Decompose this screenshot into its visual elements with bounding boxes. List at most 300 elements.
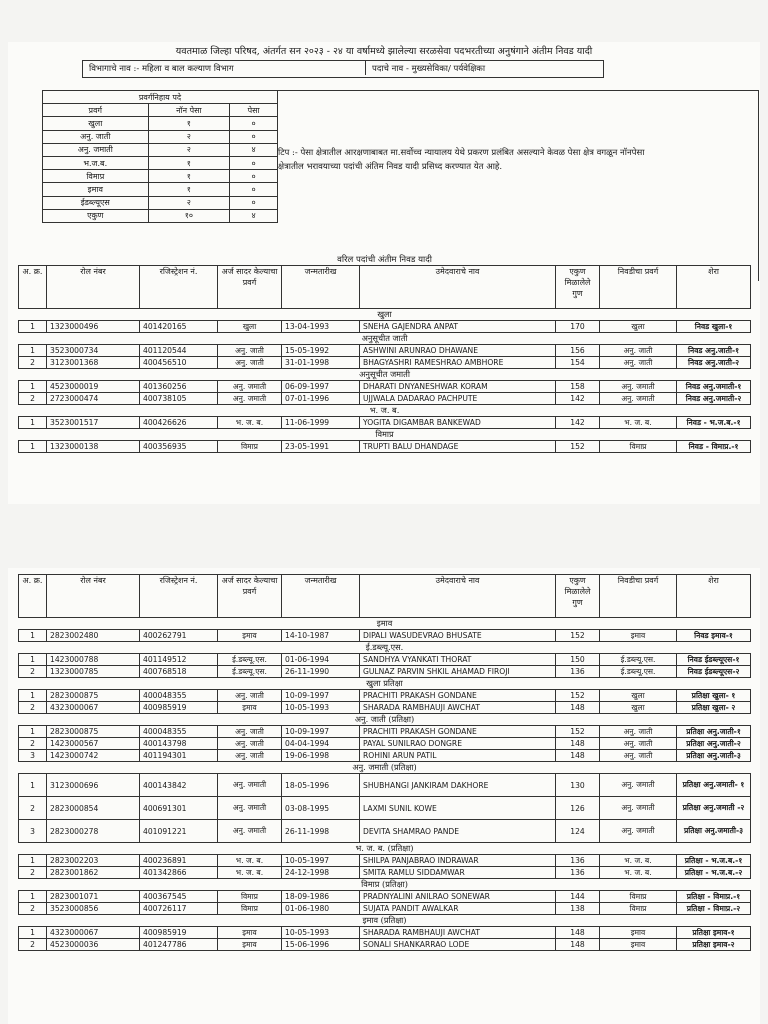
column-header: रजिस्ट्रेशन नं. bbox=[140, 266, 218, 309]
table-cell: 400143842 bbox=[140, 774, 218, 797]
table-cell: 1 bbox=[19, 441, 47, 453]
table-cell: 2 bbox=[19, 738, 47, 750]
section-header-row bbox=[19, 915, 751, 927]
table-cell: 07-01-1996 bbox=[282, 393, 360, 405]
table-row bbox=[19, 630, 751, 642]
summary-row bbox=[43, 183, 278, 196]
column-header: शेरा bbox=[677, 575, 751, 618]
table-cell: SNEHA GAJENDRA ANPAT bbox=[360, 321, 556, 333]
table-cell: इमाव bbox=[600, 630, 677, 642]
table-cell: 401247786 bbox=[140, 939, 218, 951]
table-row bbox=[19, 441, 751, 453]
summary-cell: खुला bbox=[43, 117, 149, 130]
summary-row bbox=[43, 196, 278, 209]
table-cell: SHARADA RAMBHAUJI AWCHAT bbox=[360, 927, 556, 939]
table-cell: 1 bbox=[19, 345, 47, 357]
table-cell: 400768518 bbox=[140, 666, 218, 678]
table-cell: अनु. जाती bbox=[218, 690, 282, 702]
column-header-row bbox=[19, 266, 751, 309]
table-row bbox=[19, 666, 751, 678]
summary-cell: ० bbox=[230, 170, 278, 183]
table-cell: 400367545 bbox=[140, 891, 218, 903]
table-row bbox=[19, 820, 751, 843]
table-cell: अनु. जाती bbox=[600, 738, 677, 750]
table-cell: निवड अनु.जमाती-१ bbox=[677, 381, 751, 393]
table-cell: ई.डब्ल्यू.एस. bbox=[218, 666, 282, 678]
table-cell: 03-08-1995 bbox=[282, 797, 360, 820]
table-cell: 4523000036 bbox=[47, 939, 140, 951]
table-row bbox=[19, 774, 751, 797]
department-label: विभागाचे नाव :- महिला व बाल कल्याण विभाग bbox=[89, 64, 234, 74]
table-cell: 400143798 bbox=[140, 738, 218, 750]
table-row bbox=[19, 903, 751, 915]
table-cell: निवड इमाव-१ bbox=[677, 630, 751, 642]
table-cell: प्रतिक्षा - विमाप्र.-१ bbox=[677, 891, 751, 903]
table-cell: निवड ईडब्ल्यूएस-१ bbox=[677, 654, 751, 666]
table-cell: 170 bbox=[556, 321, 600, 333]
column-header: अ. क्र. bbox=[19, 266, 47, 309]
table-row bbox=[19, 357, 751, 369]
table-cell: 1 bbox=[19, 321, 47, 333]
table-cell: UJJWALA DADARAO PACHPUTE bbox=[360, 393, 556, 405]
table-cell: 1 bbox=[19, 927, 47, 939]
table-cell: खुला bbox=[600, 321, 677, 333]
table-cell: 18-05-1996 bbox=[282, 774, 360, 797]
table-cell: 3523001517 bbox=[47, 417, 140, 429]
column-header: रजिस्ट्रेशन नं. bbox=[140, 575, 218, 618]
table-cell: प्रतिक्षा अनु.जमाती -२ bbox=[677, 797, 751, 820]
summary-cell: ४ bbox=[230, 143, 278, 156]
table-cell: अनु. जाती bbox=[600, 726, 677, 738]
column-header-row bbox=[19, 575, 751, 618]
summary-caption: प्रवर्गनिहाय पदे bbox=[43, 91, 278, 104]
table-cell: 1 bbox=[19, 654, 47, 666]
table-cell: 400262791 bbox=[140, 630, 218, 642]
summary-cell: ० bbox=[230, 117, 278, 130]
section-name: अनु. जमाती (प्रतिक्षा) bbox=[19, 762, 751, 774]
table-cell: प्रतिक्षा अनु.जमाती- १ bbox=[677, 774, 751, 797]
table-cell: 3523000856 bbox=[47, 903, 140, 915]
table-cell: 3123000696 bbox=[47, 774, 140, 797]
table-row bbox=[19, 321, 751, 333]
table-cell: GULNAZ PARVIN SHKIL AHAMAD FIROJI bbox=[360, 666, 556, 678]
section-name: भ. ज. ब. (प्रतिक्षा) bbox=[19, 843, 751, 855]
table-cell: 142 bbox=[556, 417, 600, 429]
table-cell: 401149512 bbox=[140, 654, 218, 666]
table-cell: 152 bbox=[556, 726, 600, 738]
table-cell: भ. ज. ब. bbox=[218, 867, 282, 879]
table-cell: 2 bbox=[19, 393, 47, 405]
summary-row bbox=[43, 130, 278, 143]
summary-cell: २ bbox=[148, 130, 230, 143]
section-name: खुला bbox=[19, 309, 751, 321]
table-cell: अनु. जमाती bbox=[600, 820, 677, 843]
table-cell: 2823002480 bbox=[47, 630, 140, 642]
table-cell: 2 bbox=[19, 666, 47, 678]
table-cell: 2823000875 bbox=[47, 690, 140, 702]
summary-cell: अनु. जमाती bbox=[43, 143, 149, 156]
summary-cell: एकुण bbox=[43, 209, 149, 222]
summary-header: पेसा bbox=[230, 104, 278, 117]
column-header: रोल नंबर bbox=[47, 266, 140, 309]
table-cell: 400456510 bbox=[140, 357, 218, 369]
table-cell: 14-10-1987 bbox=[282, 630, 360, 642]
table-cell: 144 bbox=[556, 891, 600, 903]
table-cell: 3523000734 bbox=[47, 345, 140, 357]
table-cell: 401091221 bbox=[140, 820, 218, 843]
table-cell: 400048355 bbox=[140, 726, 218, 738]
summary-cell: ० bbox=[230, 130, 278, 143]
table-cell: अनु. जाती bbox=[600, 345, 677, 357]
table-cell: 1 bbox=[19, 630, 47, 642]
table-cell: 1 bbox=[19, 726, 47, 738]
table-row bbox=[19, 738, 751, 750]
table-cell: अनु. जमाती bbox=[600, 381, 677, 393]
table-row bbox=[19, 750, 751, 762]
table-cell: 1 bbox=[19, 855, 47, 867]
list-title-row bbox=[19, 253, 751, 266]
table-cell: अनु. जाती bbox=[218, 726, 282, 738]
table-cell: प्रतिक्षा अनु.जमाती-३ bbox=[677, 820, 751, 843]
table-cell: 10-09-1997 bbox=[282, 726, 360, 738]
table-cell: प्रतिक्षा - विमाप्र.-२ bbox=[677, 903, 751, 915]
section-header-row bbox=[19, 714, 751, 726]
table-cell: निवड - भ.ज.ब.-१ bbox=[677, 417, 751, 429]
selection-list-table bbox=[18, 253, 751, 453]
table-cell: 13-04-1993 bbox=[282, 321, 360, 333]
summary-row bbox=[43, 209, 278, 222]
table-cell: 401120544 bbox=[140, 345, 218, 357]
table-cell: अनु. जमाती bbox=[600, 797, 677, 820]
column-header: अर्ज सादर केल्याचा प्रवर्ग bbox=[218, 266, 282, 309]
table-cell: 2823000875 bbox=[47, 726, 140, 738]
table-cell: प्रतिक्षा अनु.जाती-१ bbox=[677, 726, 751, 738]
table-cell: 2823000278 bbox=[47, 820, 140, 843]
table-cell: YOGITA DIGAMBAR BANKEWAD bbox=[360, 417, 556, 429]
table-cell: प्रतिक्षा - भ.ज.ब.-१ bbox=[677, 855, 751, 867]
waiting-list-table bbox=[18, 574, 751, 951]
section-name: इमाव bbox=[19, 618, 751, 630]
column-header: निवडीचा प्रवर्ग bbox=[600, 266, 677, 309]
table-cell: 2823001862 bbox=[47, 867, 140, 879]
summary-header: नॉन पेसा bbox=[148, 104, 230, 117]
summary-cell: १ bbox=[148, 183, 230, 196]
table-cell: 148 bbox=[556, 939, 600, 951]
section-name: विमाप्र (प्रतिक्षा) bbox=[19, 879, 751, 891]
table-cell: निवड अनु.जाती-२ bbox=[677, 357, 751, 369]
section-name: भ. ज. ब. bbox=[19, 405, 751, 417]
column-header: उमेदवाराचे नाव bbox=[360, 266, 556, 309]
summary-row bbox=[43, 170, 278, 183]
section-header-row bbox=[19, 405, 751, 417]
post-label: पदाचे नाव - मुख्यसेविका/ पर्यवेक्षिका bbox=[365, 61, 485, 75]
table-row bbox=[19, 726, 751, 738]
table-row bbox=[19, 690, 751, 702]
column-header: उमेदवाराचे नाव bbox=[360, 575, 556, 618]
table-cell: अनु. जाती bbox=[218, 357, 282, 369]
table-cell: 2823001071 bbox=[47, 891, 140, 903]
table-cell: LAXMI SUNIL KOWE bbox=[360, 797, 556, 820]
table-cell: 136 bbox=[556, 666, 600, 678]
table-cell: 18-09-1986 bbox=[282, 891, 360, 903]
column-header: अ. क्र. bbox=[19, 575, 47, 618]
table-cell: भ. ज. ब. bbox=[600, 417, 677, 429]
table-row bbox=[19, 855, 751, 867]
table-cell: इमाव bbox=[600, 939, 677, 951]
table-cell: BHAGYASHRI RAMESHRAO AMBHORE bbox=[360, 357, 556, 369]
section-header-row bbox=[19, 879, 751, 891]
table-cell: SMITA RAMLU SIDDAMWAR bbox=[360, 867, 556, 879]
table-cell: 156 bbox=[556, 345, 600, 357]
summary-header: प्रवर्ग bbox=[43, 104, 149, 117]
summary-cell: ० bbox=[230, 156, 278, 169]
table-cell: प्रतिक्षा खुला- २ bbox=[677, 702, 751, 714]
table-cell: SHARADA RAMBHAUJI AWCHAT bbox=[360, 702, 556, 714]
table-cell: विमाप्र bbox=[218, 441, 282, 453]
table-cell: ASHWINI ARUNRAO DHAWANE bbox=[360, 345, 556, 357]
table-cell: 124 bbox=[556, 820, 600, 843]
table-cell: खुला bbox=[600, 690, 677, 702]
table-cell: 15-06-1996 bbox=[282, 939, 360, 951]
summary-cell: ० bbox=[230, 196, 278, 209]
summary-row bbox=[43, 143, 278, 156]
table-cell: प्रतिक्षा इमाव-२ bbox=[677, 939, 751, 951]
table-cell: इमाव bbox=[218, 702, 282, 714]
table-cell: 138 bbox=[556, 903, 600, 915]
table-cell: 10-05-1993 bbox=[282, 927, 360, 939]
table-cell: 26-11-1990 bbox=[282, 666, 360, 678]
list-title: वरिल पदांची अंतीम निवड यादी bbox=[337, 254, 432, 265]
column-header: जन्मतारीख bbox=[282, 575, 360, 618]
table-cell: 152 bbox=[556, 630, 600, 642]
table-cell: 400738105 bbox=[140, 393, 218, 405]
section-header-row bbox=[19, 429, 751, 441]
summary-cell: १ bbox=[148, 117, 230, 130]
table-cell: इमाव bbox=[600, 927, 677, 939]
table-cell: ROHINI ARUN PATIL bbox=[360, 750, 556, 762]
section-header-row bbox=[19, 642, 751, 654]
summary-cell: १० bbox=[148, 209, 230, 222]
table-cell: SHUBHANGI JANKIRAM DAKHORE bbox=[360, 774, 556, 797]
column-header: रोल नंबर bbox=[47, 575, 140, 618]
table-cell: TRUPTI BALU DHANDAGE bbox=[360, 441, 556, 453]
table-cell: अनु. जमाती bbox=[218, 774, 282, 797]
summary-row bbox=[43, 117, 278, 130]
table-cell: DEVITA SHAMRAO PANDE bbox=[360, 820, 556, 843]
table-cell: 2 bbox=[19, 797, 47, 820]
table-cell: 1 bbox=[19, 690, 47, 702]
page-2 bbox=[8, 568, 760, 1024]
section-header-row bbox=[19, 309, 751, 321]
table-cell: 401360256 bbox=[140, 381, 218, 393]
table-cell: 26-11-1998 bbox=[282, 820, 360, 843]
table-cell: 24-12-1998 bbox=[282, 867, 360, 879]
table-cell: 01-06-1980 bbox=[282, 903, 360, 915]
table-cell: 400985919 bbox=[140, 702, 218, 714]
table-cell: 152 bbox=[556, 690, 600, 702]
table-cell: अनु. जमाती bbox=[218, 393, 282, 405]
section-name: ई.डब्ल्यू.एस. bbox=[19, 642, 751, 654]
table-cell: 148 bbox=[556, 702, 600, 714]
table-cell: 04-04-1994 bbox=[282, 738, 360, 750]
table-cell: 2 bbox=[19, 939, 47, 951]
table-cell: 1323000138 bbox=[47, 441, 140, 453]
table-cell: 11-06-1999 bbox=[282, 417, 360, 429]
table-cell: भ. ज. ब. bbox=[218, 417, 282, 429]
table-cell: 154 bbox=[556, 357, 600, 369]
table-cell: 4323000067 bbox=[47, 702, 140, 714]
table-cell: खुला bbox=[600, 702, 677, 714]
table-cell: 19-06-1998 bbox=[282, 750, 360, 762]
table-cell: 4523000019 bbox=[47, 381, 140, 393]
table-cell: 2 bbox=[19, 702, 47, 714]
section-name: इमाव (प्रतिक्षा) bbox=[19, 915, 751, 927]
table-cell: 126 bbox=[556, 797, 600, 820]
table-row bbox=[19, 381, 751, 393]
table-cell: 142 bbox=[556, 393, 600, 405]
table-cell: 400356935 bbox=[140, 441, 218, 453]
table-cell: निवड ईडब्ल्यूएस-२ bbox=[677, 666, 751, 678]
table-cell: अनु. जमाती bbox=[600, 774, 677, 797]
table-row bbox=[19, 345, 751, 357]
summary-cell: ४ bbox=[230, 209, 278, 222]
table-cell: 130 bbox=[556, 774, 600, 797]
summary-cell: ईडब्ल्यूएस bbox=[43, 196, 149, 209]
table-cell: अनु. जमाती bbox=[218, 797, 282, 820]
table-row bbox=[19, 867, 751, 879]
table-cell: अनु. जमाती bbox=[218, 381, 282, 393]
table-cell: 2823000854 bbox=[47, 797, 140, 820]
table-cell: DHARATI DNYANESHWAR KORAM bbox=[360, 381, 556, 393]
table-cell: 136 bbox=[556, 867, 600, 879]
table-cell: इमाव bbox=[218, 939, 282, 951]
table-cell: प्रतिक्षा अनु.जाती-२ bbox=[677, 738, 751, 750]
column-header: एकुण मिळालेले गुण bbox=[556, 575, 600, 618]
table-cell: 2723000474 bbox=[47, 393, 140, 405]
table-cell: अनु. जमाती bbox=[218, 820, 282, 843]
table-row bbox=[19, 393, 751, 405]
table-cell: 10-05-1997 bbox=[282, 855, 360, 867]
table-cell: 1423000742 bbox=[47, 750, 140, 762]
summary-cell: १ bbox=[148, 170, 230, 183]
tip-note: टिप :- पेसा क्षेत्रातील आरक्षणाबाबत मा.सर्वोच्च न्यायालय येथे प्रकरण प्रलंबित असल्याने केवळ पेसा क्षेत्र वगळून नॉनपेसा क्षेत्रातील भरावयाच्या पदांची अंतिम निवड यादी प्रसिध्द करण्यात येत आहे. bbox=[278, 148, 645, 172]
table-cell: 1 bbox=[19, 417, 47, 429]
section-name: खुला प्रतिक्षा bbox=[19, 678, 751, 690]
table-cell: 01-06-1994 bbox=[282, 654, 360, 666]
table-cell: अनु. जाती bbox=[218, 738, 282, 750]
table-cell: निवड - विमाप्र.-१ bbox=[677, 441, 751, 453]
table-cell: ई.डब्ल्यू.एस. bbox=[600, 666, 677, 678]
table-cell: 400691301 bbox=[140, 797, 218, 820]
table-cell: PRADNYALINI ANILRAO SONEWAR bbox=[360, 891, 556, 903]
table-cell: 3 bbox=[19, 820, 47, 843]
page-title: यवतमाळ जिल्हा परिषद, अंतर्गत सन २०२३ - २४ या वर्षामध्ये झालेल्या सरळसेवा पदभरतीच्या अनुषंगाने अंतीम निवड यादी bbox=[175, 46, 593, 57]
table-cell: 401194301 bbox=[140, 750, 218, 762]
table-cell: 400048355 bbox=[140, 690, 218, 702]
table-cell: 1423000788 bbox=[47, 654, 140, 666]
table-cell: विमाप्र bbox=[218, 903, 282, 915]
table-cell: 150 bbox=[556, 654, 600, 666]
table-cell: 152 bbox=[556, 441, 600, 453]
table-cell: प्रतिक्षा - भ.ज.ब.-२ bbox=[677, 867, 751, 879]
table-row bbox=[19, 891, 751, 903]
table-cell: 136 bbox=[556, 855, 600, 867]
table-cell: इमाव bbox=[218, 927, 282, 939]
section-header-row bbox=[19, 843, 751, 855]
table-row bbox=[19, 797, 751, 820]
department-row bbox=[82, 60, 604, 78]
table-cell: विमाप्र bbox=[600, 891, 677, 903]
section-name: अनुसूचीत जाती bbox=[19, 333, 751, 345]
column-header: शेरा bbox=[677, 266, 751, 309]
table-cell: विमाप्र bbox=[600, 903, 677, 915]
table-cell: अनु. जाती bbox=[218, 750, 282, 762]
summary-cell: इमाव bbox=[43, 183, 149, 196]
table-row bbox=[19, 654, 751, 666]
section-header-row bbox=[19, 333, 751, 345]
table-row bbox=[19, 939, 751, 951]
table-cell: SONALI SHANKARRAO LODE bbox=[360, 939, 556, 951]
table-cell: 400426626 bbox=[140, 417, 218, 429]
section-header-row bbox=[19, 762, 751, 774]
table-cell: 1323000496 bbox=[47, 321, 140, 333]
table-cell: अनु. जाती bbox=[218, 345, 282, 357]
category-summary-table bbox=[42, 90, 278, 223]
summary-cell: २ bbox=[148, 196, 230, 209]
table-cell: PAYAL SUNILRAO DONGRE bbox=[360, 738, 556, 750]
table-cell: 1 bbox=[19, 891, 47, 903]
table-cell: निवड अनु.जमाती-२ bbox=[677, 393, 751, 405]
section-header-row bbox=[19, 369, 751, 381]
table-cell: 148 bbox=[556, 738, 600, 750]
table-cell: खुला bbox=[218, 321, 282, 333]
section-header-row bbox=[19, 678, 751, 690]
table-cell: 15-05-1992 bbox=[282, 345, 360, 357]
table-cell: प्रतिक्षा इमाव-१ bbox=[677, 927, 751, 939]
table-cell: 401342866 bbox=[140, 867, 218, 879]
table-cell: प्रतिक्षा खुला- १ bbox=[677, 690, 751, 702]
table-cell: 31-01-1998 bbox=[282, 357, 360, 369]
summary-cell: विमाप्र bbox=[43, 170, 149, 183]
table-cell: 400726117 bbox=[140, 903, 218, 915]
table-row bbox=[19, 702, 751, 714]
table-cell: 1 bbox=[19, 774, 47, 797]
table-cell: 23-05-1991 bbox=[282, 441, 360, 453]
table-cell: अनु. जाती bbox=[600, 357, 677, 369]
table-cell: 1323000785 bbox=[47, 666, 140, 678]
summary-cell: ० bbox=[230, 183, 278, 196]
section-name: अनु. जाती (प्रतिक्षा) bbox=[19, 714, 751, 726]
summary-cell: २ bbox=[148, 143, 230, 156]
table-cell: 148 bbox=[556, 927, 600, 939]
summary-cell: भ.ज.ब. bbox=[43, 156, 149, 169]
table-cell: अनु. जमाती bbox=[600, 393, 677, 405]
column-header: एकुण मिळालेले गुण bbox=[556, 266, 600, 309]
table-cell: SUJATA PANDIT AWALKAR bbox=[360, 903, 556, 915]
table-cell: 1423000567 bbox=[47, 738, 140, 750]
table-cell: 400236891 bbox=[140, 855, 218, 867]
table-cell: 2 bbox=[19, 867, 47, 879]
table-cell: 1 bbox=[19, 381, 47, 393]
table-cell: 148 bbox=[556, 750, 600, 762]
table-cell: प्रतिक्षा अनु.जाती-३ bbox=[677, 750, 751, 762]
table-cell: अनु. जाती bbox=[600, 750, 677, 762]
table-cell: विमाप्र bbox=[218, 891, 282, 903]
table-cell: 2 bbox=[19, 903, 47, 915]
table-row bbox=[19, 927, 751, 939]
table-cell: ई.डब्ल्यू.एस. bbox=[600, 654, 677, 666]
column-header: निवडीचा प्रवर्ग bbox=[600, 575, 677, 618]
